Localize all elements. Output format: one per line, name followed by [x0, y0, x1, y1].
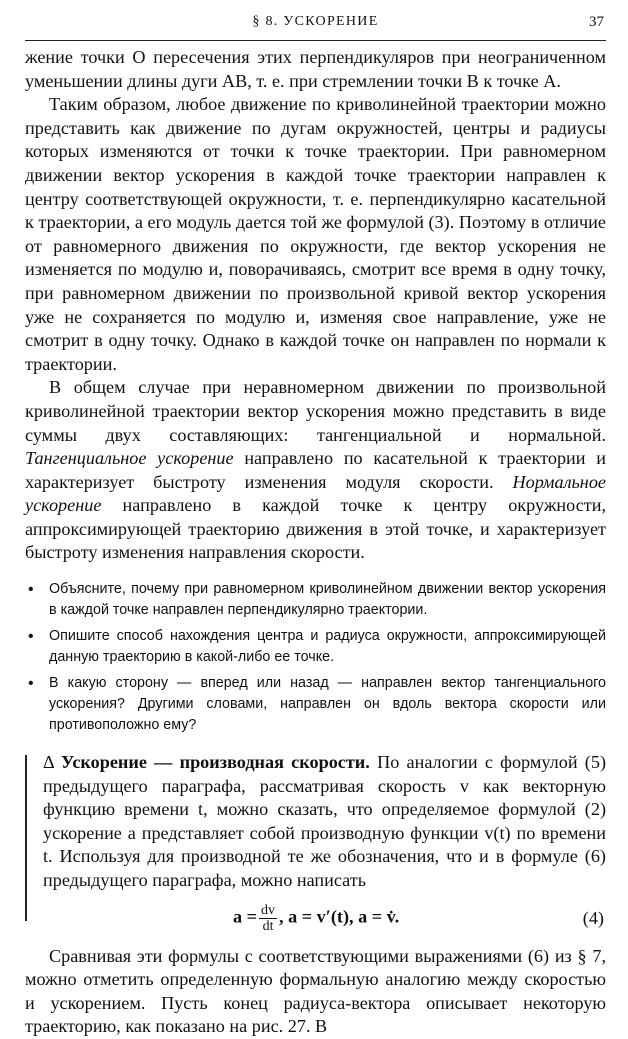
bullet-icon: •	[28, 675, 34, 693]
formula-fraction	[259, 903, 277, 934]
formula-rest: , a = v′(t), a = v̇.	[279, 906, 400, 927]
bullet-icon: •	[28, 581, 34, 599]
section-text: По аналогии с формулой (5) предыдущего параграфа, рассматривая скорость v как векторную функцию времени t, можно сказать, что определяемое формулой (2) ускорение a представляет собой производную функции v(t) по времени t. Используя для производной те же обозначения, что и в формуле (6) предыдущего параграфа, можно написать	[43, 752, 607, 891]
paragraph-general-case-a: В общем случае при неравномерном движении по произвольной криволинейной траектории вектор ускорения можно представить в виде суммы двух составляющих: тангенциальной и нормальной.	[25, 377, 606, 445]
paragraph-analogy: Сравнивая эти формулы с соответствующими выражениями (6) из § 7, можно отметить определенную формальную аналогию между скоростью и ускорением. Пусть конец радиуса-вектора описывает некоторую траекторию, как показано на рис. 27. В	[25, 945, 606, 1037]
header-rule	[25, 40, 606, 41]
question-item	[25, 579, 606, 621]
bullet-icon: •	[28, 628, 34, 646]
question-text: Опишите способ нахождения центра и радиуса окружности, аппроксимирующей данную траекторию в какой-либо ее точке.	[49, 628, 606, 666]
paragraph-general-case-b: направлено по касательной к траектории и характеризует быстроту изменения модуля скорости.	[25, 448, 606, 492]
running-header	[25, 14, 606, 36]
header-title: § 8. УСКОРЕНИЕ	[252, 14, 379, 29]
page-number: 37	[589, 14, 604, 30]
question-text: Объясните, почему при равномерном криволинейном движении вектор ускорения в каждой точке направлен перпендикулярно траектории.	[49, 581, 606, 619]
question-list	[25, 579, 606, 736]
formula-lhs: a =	[233, 906, 258, 927]
section-side-bar	[25, 755, 27, 921]
main-text	[25, 46, 606, 1039]
formula-4	[43, 893, 606, 945]
formula-expression	[233, 903, 399, 934]
fraction-denominator: dt	[262, 918, 274, 934]
term-normal: Нормальное ускорение	[25, 471, 606, 516]
question-text: В какую сторону — вперед или назад — направлен вектор тангенциального ускорения? Другими словами, направлен он вдоль вектора скорости или противоположно ему?	[49, 675, 606, 734]
fraction-numerator: dv	[261, 902, 276, 918]
formula-number: (4)	[582, 907, 604, 928]
paragraph-continuation: жение точки O пересечения этих перпендикуляров при неограниченном уменьшении длины дуги AB, т. е. при стремлении точки B к точке A.	[25, 47, 606, 91]
question-item	[25, 673, 606, 736]
delta-marker-icon: Δ	[43, 752, 54, 773]
paragraph-general-case-c: направлено в каждой точке к центру окружности, аппроксимирующей траекторию движения в этой точке, и характеризует быстроту изменения направления скорости.	[25, 495, 607, 563]
paragraph-general-case	[25, 376, 606, 565]
section-paragraph	[43, 751, 606, 893]
term-tangential: Тангенциальное ускорение	[25, 448, 234, 469]
paragraph-curvilinear: Таким образом, любое движение по криволинейной траектории можно представить как движение по дугам окружностей, центры и радиусы которых изменяются от точки к точке траектории. При равномерном движении вектор ускорения в каждой точке траектории направлен к центру соответствующей окружности, т. е. перпендикулярно касательной к траектории, а его модуль дается той же формулой (3). Поэтому в отличие от равномерного движения по окружности, где вектор ускорения не изменяется по модулю и, поворачиваясь, смотрит все время в одну точку, при равномерном движении по произвольной кривой вектор ускорения уже не сохраняется по модулю и, изменяя свое направление, уже не смотрит в одну точку. Однако в каждой точке он направлен по нормали к траектории.	[25, 94, 606, 374]
question-item	[25, 626, 606, 668]
advanced-section	[25, 751, 606, 945]
section-heading: Ускорение — производная скорости.	[60, 752, 370, 773]
